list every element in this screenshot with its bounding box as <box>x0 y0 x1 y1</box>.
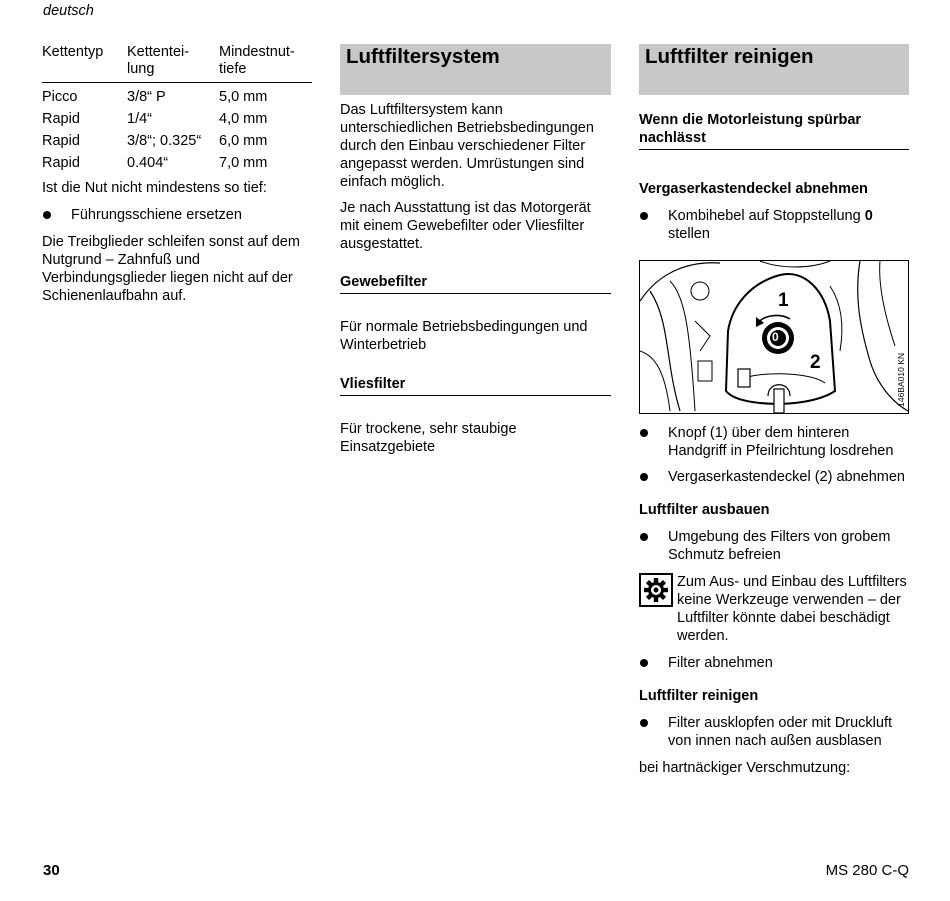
bullet-text: Führungsschiene ersetzen <box>71 207 242 223</box>
bullet-text: Filter ausklopfen oder mit Druckluft von innen nach außen ausblasen <box>668 715 893 749</box>
left-column <box>42 44 314 305</box>
bullet-text-part: stellen <box>668 226 710 242</box>
table-cell: 4,0 mm <box>219 111 268 127</box>
subheading-gewebefilter: Gewebefilter <box>340 273 611 294</box>
bullet-text <box>668 207 909 243</box>
table-header-nuttiefe: Mindestnut- tiefe <box>219 44 312 83</box>
section-title: Luftfilter reinigen <box>645 45 814 68</box>
language-label: deutsch <box>43 3 94 19</box>
table-row <box>42 130 312 152</box>
body-paragraph: Für trockene, sehr staubige Einsatzgebiete <box>340 421 517 455</box>
gear-icon <box>639 573 673 607</box>
table-header-kettentyp: Kettentyp <box>42 44 127 83</box>
chain-spec-table <box>42 44 312 174</box>
subheading-luftfilter-reinigen: Luftfilter reinigen <box>639 688 759 704</box>
bullet-text-part: Kombihebel auf Stoppstellung <box>668 208 865 224</box>
table-cell: Rapid <box>42 155 80 171</box>
body-paragraph: Die Treibglieder schleifen sonst auf dem Nutgrund – Zahnfuß und Verbindungsglieder liegen nicht auf der Schienenlaufbahn auf. <box>42 234 300 304</box>
after-table-text: Ist die Nut nicht mindestens so tief: <box>42 180 267 196</box>
bullet-text: Umgebung des Filters von grobem Schmutz befreien <box>668 529 891 563</box>
subheading-luftfilter-ausbauen: Luftfilter ausbauen <box>639 502 770 518</box>
page-number: 30 <box>43 862 60 879</box>
list-item <box>639 424 909 460</box>
table-cell: 1/4“ <box>127 111 152 127</box>
list-item <box>639 528 909 564</box>
bullet-text: Vergaserkastendeckel (2) abnehmen <box>668 469 905 485</box>
subheading-vergaserkastendeckel: Vergaserkastendeckel abnehmen <box>639 181 868 197</box>
table-header-teilung: Kettentei- lung <box>127 44 219 83</box>
closing-text: bei hartnäckiger Verschmutzung: <box>639 760 851 776</box>
bullet-text: Filter abnehmen <box>668 655 773 671</box>
table-cell: Rapid <box>42 133 80 149</box>
table-cell: 3/8“; 0.325“ <box>127 133 202 149</box>
bullet-icon <box>639 528 668 546</box>
illustration-figure <box>639 260 909 414</box>
stop-position-value: 0 <box>864 208 873 224</box>
knob-mark: 0 <box>772 330 779 344</box>
table-row <box>42 108 312 130</box>
body-paragraph: Je nach Ausstattung ist das Motorgerät mit einem Gewebefilter oder Vliesfilter ausgestattet. <box>340 200 591 252</box>
bullet-icon <box>639 468 668 486</box>
list-item <box>42 206 314 224</box>
list-item <box>639 654 909 672</box>
list-item <box>639 714 909 750</box>
figure-label-2: 2 <box>810 352 821 373</box>
section-title: Luftfiltersystem <box>346 45 500 68</box>
note-text: Zum Aus- und Einbau des Luftfilters keine Werkzeuge verwenden – der Luftfilter könnte dabei beschädigt werden. <box>677 574 907 644</box>
right-column <box>639 44 909 777</box>
table-cell: 3/8“ P <box>127 89 166 105</box>
table-cell: 7,0 mm <box>219 155 268 171</box>
table-cell: 5,0 mm <box>219 89 268 105</box>
model-name: MS 280 C-Q <box>825 862 909 879</box>
table-row <box>42 83 312 109</box>
bullet-text: Knopf (1) über dem hinteren Handgriff in Pfeilrichtung losdrehen <box>668 425 894 459</box>
bullet-icon <box>639 714 668 732</box>
bullet-icon <box>42 206 71 224</box>
subheading-motorleistung: Wenn die Motorleistung spürbar nachlässt <box>639 111 909 150</box>
bullet-icon <box>639 207 668 225</box>
body-paragraph: Für normale Betriebsbedingungen und Winterbetrieb <box>340 319 588 353</box>
middle-column <box>340 44 611 456</box>
list-item <box>639 207 909 243</box>
body-paragraph: Das Luftfiltersystem kann unterschiedlichen Betriebsbedingungen durch den Einbau verschiedener Filter angepasst werden. Umrüstungen sind einfach möglich. <box>340 102 594 190</box>
bullet-icon <box>639 424 668 442</box>
section-title-box <box>340 44 611 95</box>
section-title-box <box>639 44 909 95</box>
table-cell: Rapid <box>42 111 80 127</box>
table-cell: 0.404“ <box>127 155 169 171</box>
tool-note <box>639 573 909 645</box>
subheading-vliesfilter: Vliesfilter <box>340 375 611 396</box>
figure-label-1: 1 <box>778 290 789 311</box>
table-cell: Picco <box>42 89 78 105</box>
table-cell: 6,0 mm <box>219 133 268 149</box>
figure-code: 146BA010 KN <box>896 353 906 407</box>
bullet-icon <box>639 654 668 672</box>
table-row <box>42 152 312 174</box>
table-header-row <box>42 44 312 83</box>
list-item <box>639 468 909 486</box>
